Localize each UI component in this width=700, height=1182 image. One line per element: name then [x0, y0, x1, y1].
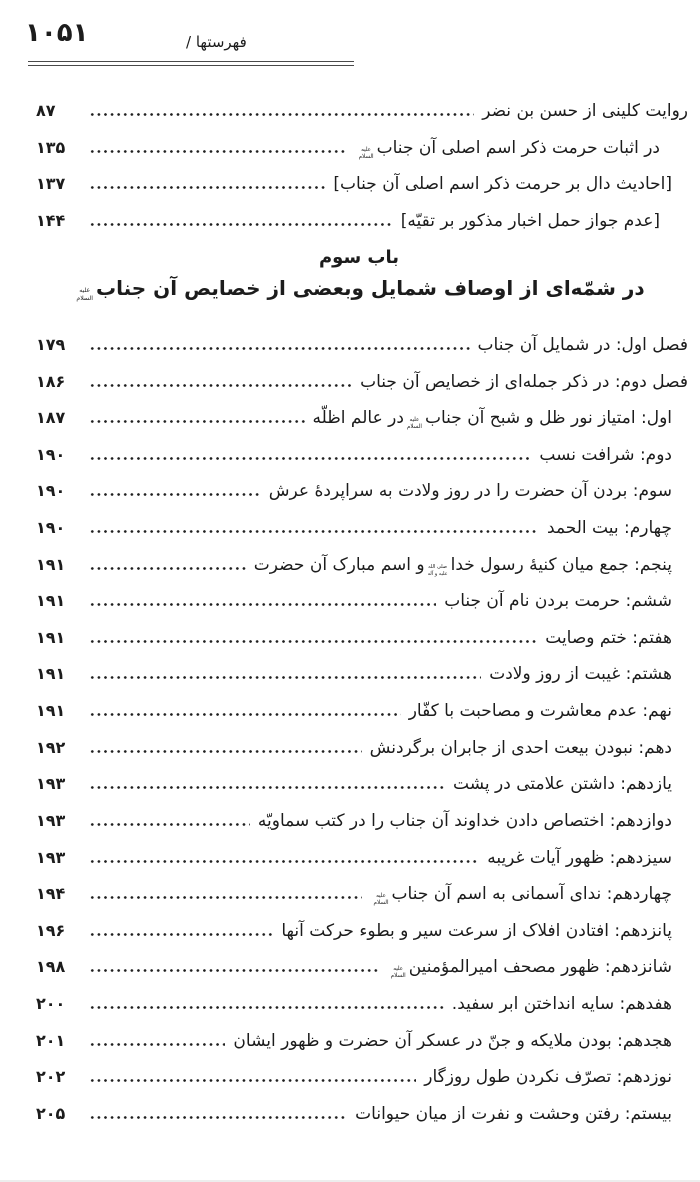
saww-honorific-symbol: صلی الله علیه و آله	[427, 564, 448, 577]
as-honorific-symbol: علیه السلام	[406, 417, 422, 431]
toc-row	[36, 986, 688, 1023]
toc-row	[36, 1023, 688, 1060]
toc-entry-title: هشتم: غیبت از روز ولادت	[489, 664, 672, 685]
toc-row	[36, 803, 688, 840]
toc-entry-page: ۱۹۸	[36, 957, 66, 977]
toc-row	[36, 473, 688, 510]
page-header	[0, 0, 700, 80]
toc-row	[36, 1096, 688, 1133]
dot-leader	[89, 676, 481, 679]
toc-row	[36, 547, 688, 584]
toc-row	[36, 510, 688, 547]
toc-list-top	[36, 93, 688, 239]
toc-entry-page: ۱۹۱	[36, 591, 66, 611]
section-title-text: در شمّه‌ای از اوصاف شمایل وبعضی از خصایص آن جناب	[96, 276, 645, 300]
as-honorific-symbol: علیه السلام	[358, 146, 374, 160]
toc-entry-title: [احادیث دال بر حرمت ذکر اسم اصلی آن جناب]	[333, 174, 672, 195]
toc-row	[36, 364, 688, 401]
toc-entry-page: ۱۹۳	[36, 847, 66, 867]
toc-entry-page: ۱۳۷	[36, 174, 66, 194]
page-number: ۱۰۵۱	[25, 18, 89, 48]
dot-leader	[89, 896, 362, 899]
toc-row	[36, 620, 688, 657]
dot-leader	[89, 860, 479, 863]
dot-leader	[89, 786, 445, 789]
toc-entry-title: روایت کلینی از حسن بن نضر	[482, 101, 688, 121]
toc-entry-title: ششم: حرمت بردن نام آن جناب	[444, 591, 672, 612]
toc-entry-title: پنجم: جمع میان کنیهٔ رسول خدا صلی الله علیه و آله و اسم مبارک آن حضرت	[253, 554, 672, 577]
section-title	[30, 278, 688, 303]
toc-entry-page: ۱۹۲	[36, 737, 66, 757]
toc-entry-title: دوازدهم: اختصاص دادن خداوند آن جناب را در کتب سماویّه	[257, 810, 672, 831]
toc-entry-page: ۲۰۵	[36, 1103, 66, 1123]
toc-row	[36, 766, 688, 803]
toc-entry-page: ۱۹۶	[36, 920, 66, 940]
dot-leader	[89, 457, 531, 460]
toc-entry-page: ۸۷	[36, 101, 56, 120]
toc-entry-page: ۲۰۰	[36, 993, 66, 1013]
dot-leader	[89, 420, 305, 423]
header-double-rule	[28, 61, 354, 66]
toc-entry-page: ۱۹۱	[36, 701, 66, 721]
toc-row	[36, 949, 688, 986]
toc-entry-title: بیستم: رفتن وحشت و نفرت از میان حیوانات	[355, 1103, 672, 1124]
toc-entry-title: فصل اول: در شمایل آن جناب	[477, 335, 688, 355]
dot-leader	[89, 603, 436, 606]
toc-row	[36, 583, 688, 620]
toc-entry-title: نوزدهم: تصرّف نکردن طول روزگار	[424, 1067, 672, 1088]
section-heading	[30, 249, 688, 303]
toc-row	[36, 166, 688, 203]
dot-leader	[89, 713, 401, 716]
toc-entry-page: ۲۰۲	[36, 1067, 66, 1087]
toc-list-main	[36, 327, 688, 1132]
toc-entry-title: [عدم جواز حمل اخبار مذکور بر تقیّه]	[400, 210, 660, 231]
dot-leader	[89, 1043, 225, 1046]
toc-entry-title: دوم: شرافت نسب	[539, 444, 672, 465]
toc-entry-title: یازدهم: داشتن علامتی در پشت	[453, 774, 672, 795]
toc-entry-title: سیزدهم: ظهور آیات غریبه	[487, 847, 672, 868]
toc-row	[36, 130, 688, 167]
dot-leader	[89, 384, 352, 387]
toc-entry-title: اول: امتیاز نور ظل و شبح آن جناب علیه السلام در عالم اظلّه	[312, 408, 672, 431]
toc-entry-page: ۱۹۱	[36, 664, 66, 684]
toc-row	[36, 1059, 688, 1096]
toc-entry-title: هجدهم: بودن ملایکه و جنّ در عسکر آن حضرت و ظهور ایشان	[233, 1030, 672, 1051]
dot-leader	[89, 530, 539, 533]
toc-row	[36, 840, 688, 877]
toc-entry-title: پانزدهم: افتادن افلاک از سرعت سیر و بطوء حرکت آنها	[281, 920, 672, 941]
toc-row	[36, 93, 688, 130]
toc-entry-title: نهم: عدم معاشرت و مصاحبت با کفّار	[408, 701, 672, 722]
as-honorific-symbol: علیه السلام	[76, 287, 94, 302]
toc-entry-title: چهارم: بیت الحمد	[547, 518, 672, 539]
toc-entry-page: ۲۰۱	[36, 1030, 66, 1050]
toc-entry-page: ۱۹۱	[36, 554, 66, 574]
running-title: / فهرستها	[186, 33, 247, 51]
dot-leader	[89, 1079, 416, 1082]
toc-row	[36, 913, 688, 950]
toc-row	[36, 437, 688, 474]
toc-entry-title: دهم: نبودن بیعت احدی از جابران برگردنش	[369, 737, 672, 758]
toc-entry-page: ۱۹۰	[36, 518, 66, 538]
toc-row	[36, 327, 688, 364]
toc-entry-page: ۱۸۷	[36, 408, 66, 428]
dot-leader	[89, 493, 261, 496]
toc-entry-title: سوم: بردن آن حضرت را در روز ولادت به سراپردهٔ عرش	[268, 481, 672, 502]
dot-leader	[89, 567, 246, 570]
as-honorific-symbol: علیه السلام	[390, 966, 406, 980]
toc-row	[36, 203, 688, 240]
dot-leader	[89, 113, 474, 116]
section-kicker: باب سوم	[318, 247, 400, 268]
toc-row	[36, 693, 688, 730]
toc-entry-page: ۱۴۴	[36, 210, 66, 230]
dot-leader	[89, 933, 273, 936]
toc-entry-page: ۱۹۴	[36, 884, 66, 904]
toc-entry-title: در اثبات حرمت ذکر اسم اصلی آن جناب علیه السلام	[358, 137, 660, 160]
toc-entry-page: ۱۹۳	[36, 774, 66, 794]
toc-entry-title: هفدهم: سایه انداختن ابر سفید.	[451, 993, 672, 1014]
dot-leader	[89, 150, 348, 153]
toc-entry-page: ۱۷۹	[36, 335, 66, 354]
toc-entry-title: هفتم: ختم وصایت	[545, 627, 672, 648]
dot-leader	[89, 1006, 444, 1009]
toc-entry-page: ۱۸۶	[36, 371, 66, 391]
toc-entry-title: چهاردهم: ندای آسمانی به اسم آن جناب علیه السلام	[373, 884, 672, 907]
toc-entry-title: فصل دوم: در ذکر جمله‌ای از خصایص آن جناب	[360, 371, 688, 392]
dot-leader	[89, 186, 325, 189]
toc-entry-title: شانزدهم: ظهور مصحف امیرالمؤمنین علیه السلام	[390, 957, 672, 980]
dot-leader	[89, 1116, 347, 1119]
toc-entry-page: ۱۳۵	[36, 137, 66, 157]
toc-entry-page: ۱۹۰	[36, 481, 66, 501]
toc-entry-page: ۱۹۳	[36, 810, 66, 830]
toc-entry-page: ۱۹۰	[36, 444, 66, 464]
toc-row	[36, 400, 688, 437]
as-honorific-symbol: علیه السلام	[373, 893, 389, 907]
dot-leader	[89, 750, 362, 753]
dot-leader	[89, 640, 537, 643]
toc-row	[36, 656, 688, 693]
toc-row	[36, 876, 688, 913]
toc-row	[36, 730, 688, 767]
dot-leader	[89, 347, 470, 350]
dot-leader	[89, 223, 393, 226]
dot-leader	[89, 823, 250, 826]
toc-entry-page: ۱۹۱	[36, 627, 66, 647]
dot-leader	[89, 969, 380, 972]
